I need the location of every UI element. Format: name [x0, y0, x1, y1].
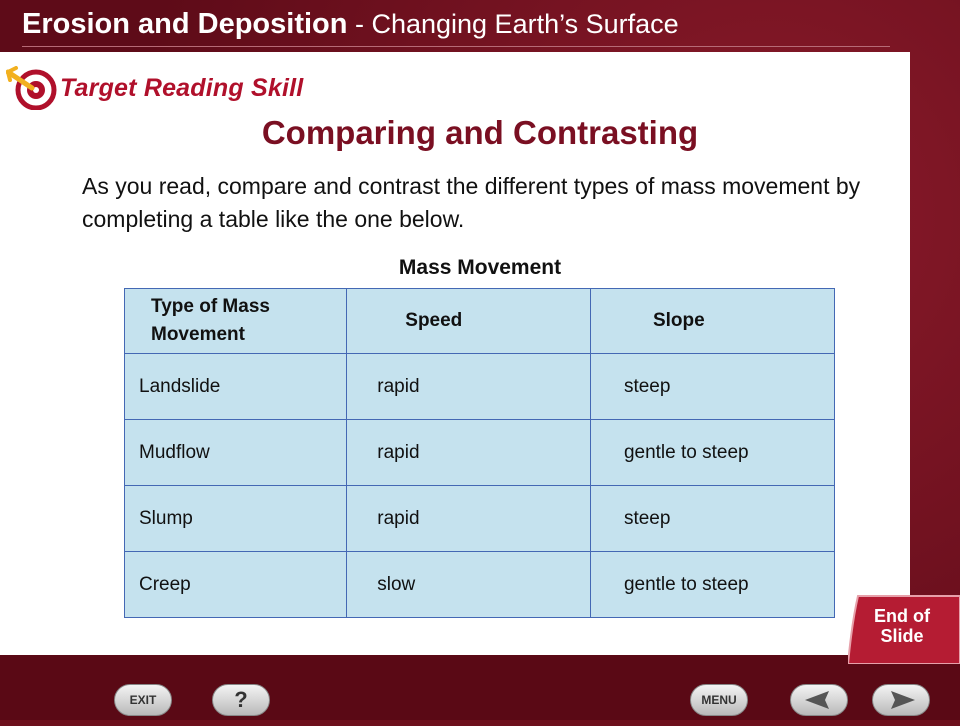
logo-label: Target Reading Skill	[60, 74, 304, 102]
target-reading-skill-logo	[6, 66, 346, 110]
table-row	[125, 552, 835, 618]
slide-header	[0, 0, 960, 52]
mass-movement-table	[124, 288, 835, 618]
cell-type: Creep	[125, 552, 347, 618]
slide-heading: Comparing and Contrasting	[261, 114, 699, 151]
target-icon	[6, 66, 62, 110]
cell-speed: rapid	[347, 486, 591, 552]
table-row	[125, 486, 835, 552]
end-of-slide-line2: Slide	[880, 626, 924, 646]
table-header-row	[125, 289, 835, 354]
header-speed: Speed	[347, 289, 591, 354]
table-row	[125, 420, 835, 486]
header-type: Type of Mass Movement	[125, 289, 347, 354]
title-subtitle: - Changing Earth’s Surface	[347, 9, 679, 39]
end-of-slide-label	[848, 606, 956, 646]
cell-speed: rapid	[347, 354, 591, 420]
help-button[interactable]: ?	[212, 684, 270, 716]
cell-speed: slow	[347, 552, 591, 618]
header-slope: Slope	[590, 289, 834, 354]
exit-button[interactable]: EXIT	[114, 684, 172, 716]
slide-title	[22, 8, 679, 41]
table-row	[125, 354, 835, 420]
menu-button[interactable]: MENU	[690, 684, 748, 716]
header-rule	[22, 46, 890, 47]
cell-slope: steep	[590, 486, 834, 552]
cell-type: Landslide	[125, 354, 347, 420]
next-arrow-icon	[873, 685, 929, 715]
cell-speed: rapid	[347, 420, 591, 486]
cell-slope: gentle to steep	[590, 552, 834, 618]
intro-text: As you read, compare and contrast the different types of mass movement by completing a table like the one below.	[82, 173, 861, 232]
cell-type: Mudflow	[125, 420, 347, 486]
table-caption: Mass Movement	[398, 256, 562, 279]
back-arrow-icon	[791, 685, 847, 715]
title-bold: Erosion and Deposition	[22, 8, 348, 40]
end-of-slide-button[interactable]	[848, 592, 960, 664]
next-button[interactable]	[872, 684, 930, 716]
cell-type: Slump	[125, 486, 347, 552]
back-button[interactable]	[790, 684, 848, 716]
end-of-slide-line1: End of	[874, 606, 930, 626]
cell-slope: steep	[590, 354, 834, 420]
cell-slope: gentle to steep	[590, 420, 834, 486]
